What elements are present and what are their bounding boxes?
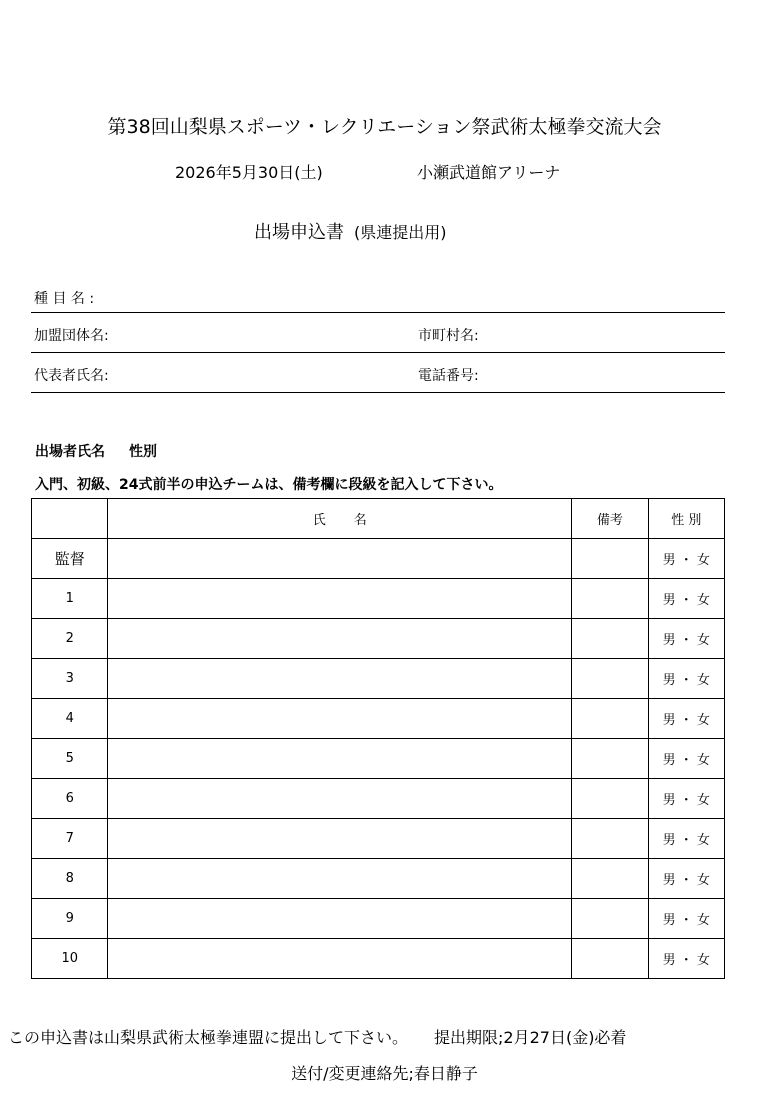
table-header-row (32, 499, 725, 539)
row-label: 8 (32, 859, 108, 899)
row-label: 7 (32, 819, 108, 859)
note-cell[interactable] (572, 939, 648, 979)
header-label-cell (32, 499, 108, 539)
header-note-cell: 備考 (572, 499, 648, 539)
event-name-line (31, 312, 725, 313)
submit-deadline: 提出期限;2月27日(金)必着 (434, 1028, 627, 1047)
event-name-label: 種 目 名 : (34, 291, 95, 307)
row-label: 2 (32, 619, 108, 659)
note-cell[interactable] (572, 899, 648, 939)
header-name-1: 氏 (312, 513, 326, 528)
header-sex-cell: 性 別 (648, 499, 724, 539)
row-label: 6 (32, 779, 108, 819)
event-date: 2026年5月30日(土) (175, 163, 323, 182)
footer-submit-line (8, 1025, 626, 1048)
sex-cell[interactable]: 男 ・ 女 (648, 739, 724, 779)
participants-sex-heading: 性別 (129, 444, 157, 460)
participants-heading (35, 441, 157, 461)
submit-instruction: この申込書は山梨県武術太極拳連盟に提出して下さい。 (8, 1028, 409, 1047)
name-cell[interactable] (108, 699, 572, 739)
table-row (32, 539, 725, 579)
row-label: 9 (32, 899, 108, 939)
entries-table (31, 498, 725, 979)
org-name-label: 加盟団体名: (34, 328, 109, 344)
table-row (32, 659, 725, 699)
name-cell[interactable] (108, 619, 572, 659)
city-label: 市町村名: (418, 328, 479, 344)
name-cell[interactable] (108, 579, 572, 619)
note-cell[interactable] (572, 539, 648, 579)
note-cell[interactable] (572, 859, 648, 899)
note-cell[interactable] (572, 779, 648, 819)
contact-info: 送付/変更連絡先;春日静子 (291, 1064, 478, 1083)
table-row (32, 739, 725, 779)
form-subtitle: (県連提出用) (354, 223, 447, 242)
row-label: 1 (32, 579, 108, 619)
row-label: 10 (32, 939, 108, 979)
sex-cell[interactable]: 男 ・ 女 (648, 619, 724, 659)
table-row (32, 579, 725, 619)
participants-name-heading: 出場者氏名 (35, 444, 105, 460)
header-name-2: 名 (353, 513, 367, 528)
note-cell[interactable] (572, 699, 648, 739)
note-cell[interactable] (572, 619, 648, 659)
sex-cell[interactable]: 男 ・ 女 (648, 779, 724, 819)
row-label: 4 (32, 699, 108, 739)
table-row (32, 819, 725, 859)
row-label: 監督 (32, 539, 108, 579)
table-row (32, 779, 725, 819)
note-cell[interactable] (572, 819, 648, 859)
table-row (32, 619, 725, 659)
name-cell[interactable] (108, 899, 572, 939)
representative-label: 代表者氏名: (34, 368, 109, 384)
grade-note: 入門、初級、24式前半の申込チームは、備考欄に段級を記入して下さい。 (35, 477, 503, 493)
sex-cell[interactable]: 男 ・ 女 (648, 579, 724, 619)
name-cell[interactable] (108, 739, 572, 779)
note-cell[interactable] (572, 739, 648, 779)
table-row (32, 939, 725, 979)
sex-cell[interactable]: 男 ・ 女 (648, 899, 724, 939)
name-cell[interactable] (108, 859, 572, 899)
org-name-line (31, 352, 725, 353)
event-title: 第38回山梨県スポーツ・レクリエーション祭武術太極拳交流大会 (107, 116, 662, 138)
sex-cell[interactable]: 男 ・ 女 (648, 539, 724, 579)
name-cell[interactable] (108, 539, 572, 579)
table-row (32, 859, 725, 899)
sex-cell[interactable]: 男 ・ 女 (648, 939, 724, 979)
note-cell[interactable] (572, 659, 648, 699)
name-cell[interactable] (108, 939, 572, 979)
sex-cell[interactable]: 男 ・ 女 (648, 659, 724, 699)
header-name-cell (108, 499, 572, 539)
form-title: 出場申込書 (254, 222, 344, 243)
form-title-block (254, 218, 447, 244)
phone-label: 電話番号: (418, 368, 479, 384)
name-cell[interactable] (108, 819, 572, 859)
table-row (32, 699, 725, 739)
sex-cell[interactable]: 男 ・ 女 (648, 819, 724, 859)
sex-cell[interactable]: 男 ・ 女 (648, 699, 724, 739)
sex-cell[interactable]: 男 ・ 女 (648, 859, 724, 899)
name-cell[interactable] (108, 779, 572, 819)
note-cell[interactable] (572, 579, 648, 619)
row-label: 3 (32, 659, 108, 699)
representative-line (31, 392, 725, 393)
name-cell[interactable] (108, 659, 572, 699)
row-label: 5 (32, 739, 108, 779)
event-venue: 小瀬武道館アリーナ (417, 163, 561, 182)
table-row (32, 899, 725, 939)
